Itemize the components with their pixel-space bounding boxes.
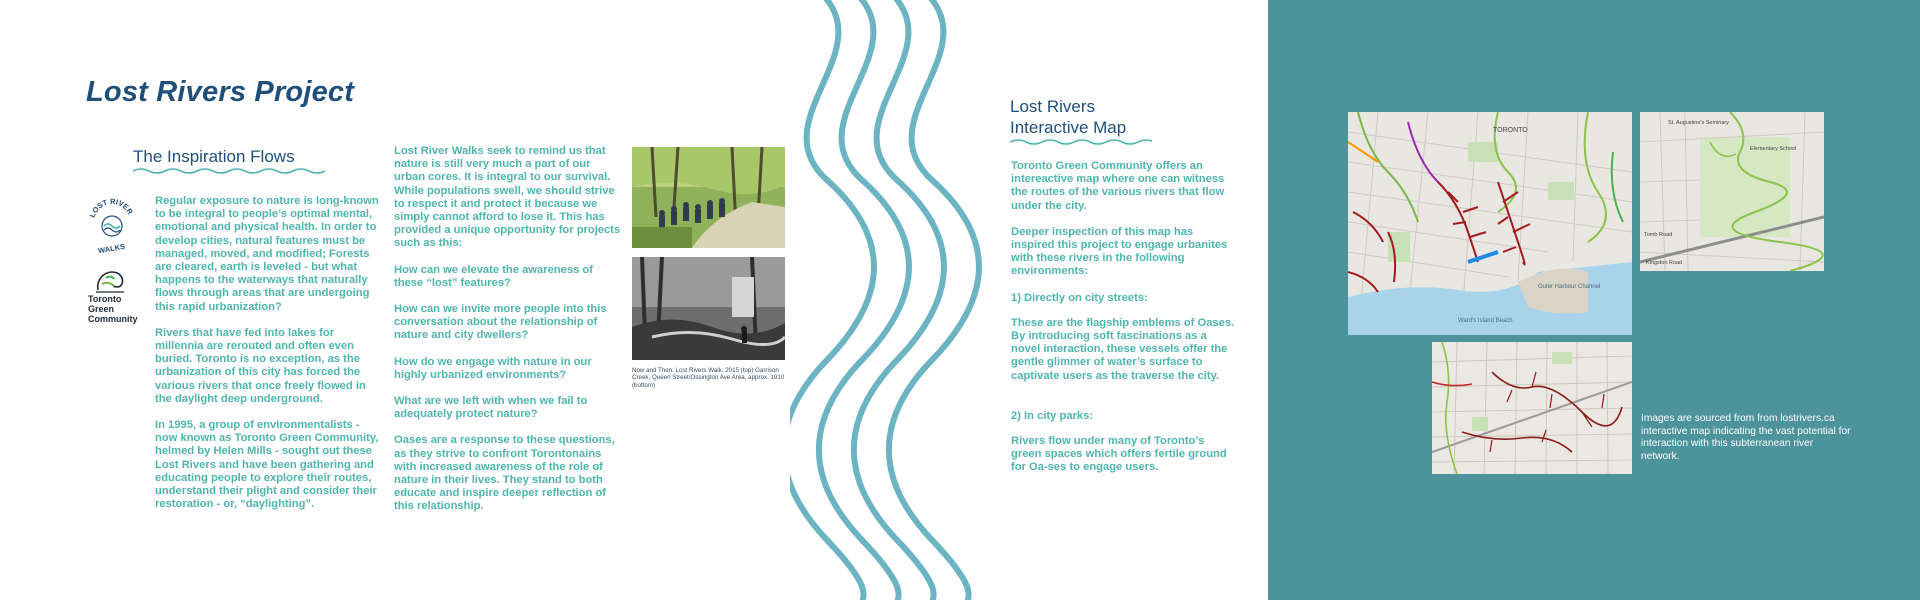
page-title: Lost Rivers Project [86, 76, 355, 108]
photos-caption: Now and Then: Lost Rivers Walk, 2015 (top) Garrison Creek, Queen Street/Ossington Ave Area, approx. 1910 (bottom) [632, 367, 785, 389]
inspiration-paragraph-3: In 1995, a group of environmentalists - now known as Toronto Green Community, helmed by Helen Mills - sought out these Lost Rivers and have been gathering and educating people to explore their routes, understand their plight and consider their restoration - or, “daylighting”. [155, 419, 379, 511]
tgc-line-2: Green [88, 304, 115, 314]
map2-label-school: Elementary School [1750, 146, 1797, 152]
inspiration-heading: The Inspiration Flows [133, 147, 295, 166]
map-paragraph-streets: These are the flagship emblems of Oases. By introducing soft fascinations as a novel interaction, these vessels offer the gentle glimmer of water’s surface to captivate users as the traverse the city. [1011, 316, 1235, 382]
map1-label-ward-island: Ward's Island Beach [1458, 318, 1513, 324]
map-paragraph-parks: Rivers flow under many of Toronto’s green spaces which offers fertile ground for Oa-ses to engage users. [1011, 435, 1227, 474]
images-source-note: Images are sourced from from lostrivers.ca interactive map indicating the vast potential for interaction with this subterranean river network. [1641, 413, 1851, 462]
svg-text:LOST RIVER: LOST RIVER [88, 196, 135, 219]
map2-label-tomb-road: Tomb Road [1644, 232, 1673, 238]
map-heading-line-1: Lost Rivers [1010, 97, 1096, 116]
wave-lines-decoration [790, 0, 995, 600]
inspiration-body [155, 195, 381, 524]
heading-underline-squiggle [133, 167, 328, 175]
column2-question-2: How can we invite more people into this conversation about the relationship of nature and city dwellers? [394, 303, 607, 342]
map2-label-seminary: St. Augustine's Seminary [1668, 120, 1729, 126]
column2-paragraph-1: Lost River Walks seek to remind us that nature is still very much a part of our urban cores. It is integral to our survival. While populations swell, we should strive to respect it and protect it because we simply cannot afford to lose it. This has provided a unique opportunity for projects such as this: [394, 145, 621, 250]
interactive-map-body [1011, 160, 1236, 488]
lost-river-walks-logo [88, 196, 136, 258]
map-park-detail [1640, 112, 1824, 271]
map-toronto-overview [1348, 112, 1632, 335]
svg-text:WALKS: WALKS [97, 241, 126, 256]
map-paragraph-2: Deeper inspection of this map has inspired this project to engage urbanites with these rivers in the following environments: [1011, 225, 1228, 278]
map-heading-line-2: Interactive Map [1010, 118, 1127, 137]
tree-icon [92, 266, 128, 294]
inspiration-paragraph-1: Regular exposure to nature is long-known to be integral to people’s optimal mental, emotional and physical health. In order to develop cities, natural features must be managed, moved, and modified; Forests are cleared, earth is leveled - but what happens to the waterways that naturally flows through areas that are undergoing this rapid urbanization? [155, 195, 379, 313]
column2-question-4: What are we left with when we fail to adequately protect nature? [394, 395, 588, 421]
tgc-line-3: Community [88, 314, 138, 324]
map-paragraph-1: Toronto Green Community offers an intereactive map where one can witness the routes of the various rivers that flow under the city. [1011, 160, 1225, 212]
column2-paragraph-last: Oases are a response to these questions, as they strive to confront Torontonains with increased awareness of the role of nature in their lives. They stand to both educate and inspire deeper reflection of this relationship. [394, 434, 615, 513]
map2-label-kingston-road: Kingston Road [1646, 260, 1683, 266]
column2-question-3: How do we engage with nature in our highly urbanized environments? [394, 355, 592, 381]
map1-label-harbour: Outer Harbour Channel [1538, 284, 1601, 290]
map-subheading-streets: 1) Directly on city streets: [1011, 291, 1148, 304]
map-subheading-parks: 2) In city parks: [1011, 409, 1094, 422]
tgc-line-1: Toronto [88, 294, 122, 304]
inspiration-section-header [133, 146, 328, 175]
interactive-map-header [1010, 96, 1152, 146]
questions-body [394, 145, 622, 527]
photo-walk-2015 [632, 147, 785, 248]
map-heading-underline-squiggle [1010, 138, 1152, 146]
map-street-detail [1432, 342, 1632, 474]
map1-label-toronto: TORONTO [1493, 127, 1528, 134]
toronto-green-community-logo [88, 266, 140, 324]
column2-question-1: How can we elevate the awareness of these “lost” features? [394, 263, 593, 289]
photo-garrison-creek-1910 [632, 257, 785, 360]
inspiration-paragraph-2: Rivers that have fed into lakes for millennia are rerouted and often even buried. Toronto is no exception, as the urbanization of this city has forced the various rivers that once freely flowed in the daylight deep underground. [155, 326, 366, 405]
